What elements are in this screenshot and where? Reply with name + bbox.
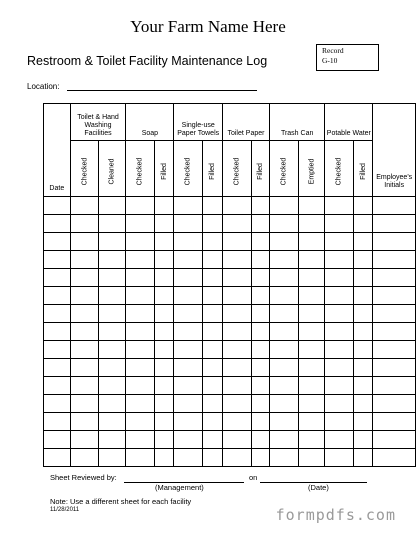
check-cell[interactable] — [353, 233, 372, 251]
initials-cell[interactable] — [373, 395, 416, 413]
check-cell[interactable] — [174, 377, 203, 395]
check-cell[interactable] — [99, 215, 126, 233]
date-cell[interactable] — [44, 449, 71, 467]
check-cell[interactable] — [70, 287, 99, 305]
check-cell[interactable] — [222, 269, 251, 287]
check-cell[interactable] — [269, 215, 298, 233]
check-cell[interactable] — [269, 233, 298, 251]
check-cell[interactable] — [203, 233, 223, 251]
subheader-cell — [353, 141, 372, 197]
record-number: G-10 — [322, 56, 338, 65]
table-row — [44, 431, 416, 449]
check-cell[interactable] — [203, 359, 223, 377]
date-cell[interactable] — [44, 215, 71, 233]
check-cell[interactable] — [325, 197, 354, 215]
initials-cell[interactable] — [373, 251, 416, 269]
initials-cell[interactable] — [373, 359, 416, 377]
check-cell[interactable] — [298, 197, 325, 215]
check-cell[interactable] — [99, 377, 126, 395]
subheader-filled: Filled — [160, 162, 168, 180]
check-cell[interactable] — [126, 287, 155, 305]
table-row — [44, 233, 416, 251]
revision-date: 11/28/2011 — [50, 507, 80, 513]
date-cell[interactable] — [44, 287, 71, 305]
check-cell[interactable] — [203, 269, 223, 287]
check-cell[interactable] — [269, 287, 298, 305]
check-cell[interactable] — [298, 395, 325, 413]
check-cell[interactable] — [325, 359, 354, 377]
check-cell[interactable] — [70, 305, 99, 323]
check-cell[interactable] — [325, 377, 354, 395]
date-cell[interactable] — [44, 197, 71, 215]
check-cell[interactable] — [126, 215, 155, 233]
check-cell[interactable] — [70, 449, 99, 467]
on-label: on — [249, 473, 258, 482]
check-cell[interactable] — [325, 251, 354, 269]
check-cell[interactable] — [251, 449, 269, 467]
check-cell[interactable] — [325, 395, 354, 413]
table-row — [44, 341, 416, 359]
check-cell[interactable] — [99, 305, 126, 323]
check-cell[interactable] — [325, 305, 354, 323]
initials-cell[interactable] — [373, 269, 416, 287]
check-cell[interactable] — [298, 431, 325, 449]
date-cell[interactable] — [44, 341, 71, 359]
subheader-checked: Checked — [233, 157, 241, 185]
check-cell[interactable] — [99, 287, 126, 305]
check-cell[interactable] — [155, 449, 174, 467]
check-cell[interactable] — [269, 269, 298, 287]
check-cell[interactable] — [70, 215, 99, 233]
check-cell[interactable] — [269, 395, 298, 413]
check-cell[interactable] — [222, 251, 251, 269]
check-cell[interactable] — [251, 233, 269, 251]
check-cell[interactable] — [126, 251, 155, 269]
check-cell[interactable] — [203, 215, 223, 233]
check-cell[interactable] — [269, 251, 298, 269]
check-cell[interactable] — [222, 413, 251, 431]
check-cell[interactable] — [269, 197, 298, 215]
subheader-checked: Checked — [184, 157, 192, 185]
check-cell[interactable] — [155, 251, 174, 269]
check-cell[interactable] — [126, 341, 155, 359]
date-cell[interactable] — [44, 395, 71, 413]
initials-cell[interactable] — [373, 323, 416, 341]
check-cell[interactable] — [269, 341, 298, 359]
check-cell[interactable] — [353, 215, 372, 233]
check-cell[interactable] — [353, 413, 372, 431]
initials-cell[interactable] — [373, 449, 416, 467]
footer-note: Note: Use a different sheet for each facility — [50, 497, 192, 506]
check-cell[interactable] — [251, 395, 269, 413]
check-cell[interactable] — [353, 305, 372, 323]
check-cell[interactable] — [269, 323, 298, 341]
check-cell[interactable] — [155, 287, 174, 305]
group-header-toilet-paper: Toilet Paper — [222, 104, 269, 141]
check-cell[interactable] — [174, 341, 203, 359]
check-cell[interactable] — [298, 251, 325, 269]
check-cell[interactable] — [155, 269, 174, 287]
initials-cell[interactable] — [373, 215, 416, 233]
check-cell[interactable] — [70, 323, 99, 341]
check-cell[interactable] — [353, 197, 372, 215]
employee-initials-header: Employee's Initials — [373, 104, 416, 197]
table-row — [44, 215, 416, 233]
check-cell[interactable] — [126, 377, 155, 395]
check-cell[interactable] — [99, 341, 126, 359]
check-cell[interactable] — [222, 431, 251, 449]
initials-cell[interactable] — [373, 287, 416, 305]
management-caption: (Management) — [155, 483, 204, 492]
record-label: Record — [322, 46, 344, 55]
check-cell[interactable] — [222, 323, 251, 341]
check-cell[interactable] — [269, 359, 298, 377]
check-cell[interactable] — [325, 413, 354, 431]
subheader-cell — [269, 141, 298, 197]
check-cell[interactable] — [298, 233, 325, 251]
check-cell[interactable] — [70, 431, 99, 449]
check-cell[interactable] — [222, 341, 251, 359]
initials-cell[interactable] — [373, 413, 416, 431]
check-cell[interactable] — [325, 287, 354, 305]
check-cell[interactable] — [251, 287, 269, 305]
location-label: Location: — [27, 82, 60, 91]
check-cell[interactable] — [70, 359, 99, 377]
check-cell[interactable] — [155, 359, 174, 377]
check-cell[interactable] — [174, 305, 203, 323]
check-cell[interactable] — [251, 197, 269, 215]
check-cell[interactable] — [353, 269, 372, 287]
subheader-emptied: Emptied — [307, 158, 315, 184]
check-cell[interactable] — [70, 341, 99, 359]
check-cell[interactable] — [70, 395, 99, 413]
check-cell[interactable] — [70, 251, 99, 269]
subheader-cell — [325, 141, 354, 197]
check-cell[interactable] — [155, 215, 174, 233]
table-row — [44, 377, 416, 395]
initials-cell[interactable] — [373, 377, 416, 395]
check-cell[interactable] — [126, 413, 155, 431]
check-cell[interactable] — [155, 197, 174, 215]
table-row — [44, 287, 416, 305]
check-cell[interactable] — [325, 269, 354, 287]
check-cell[interactable] — [222, 359, 251, 377]
date-cell[interactable] — [44, 233, 71, 251]
check-cell[interactable] — [203, 305, 223, 323]
check-cell[interactable] — [126, 395, 155, 413]
check-cell[interactable] — [155, 413, 174, 431]
date-column-header: Date — [44, 104, 71, 197]
form-title: Restroom & Toilet Facility Maintenance Log — [27, 54, 268, 68]
initials-cell[interactable] — [373, 233, 416, 251]
check-cell[interactable] — [269, 377, 298, 395]
initials-cell[interactable] — [373, 341, 416, 359]
check-cell[interactable] — [353, 431, 372, 449]
check-cell[interactable] — [126, 323, 155, 341]
check-cell[interactable] — [251, 323, 269, 341]
check-cell[interactable] — [203, 395, 223, 413]
check-cell[interactable] — [99, 251, 126, 269]
group-header-potable-water: Potable Water — [325, 104, 373, 141]
check-cell[interactable] — [325, 431, 354, 449]
subheader-checked: Checked — [136, 157, 144, 185]
check-cell[interactable] — [325, 215, 354, 233]
check-cell[interactable] — [126, 449, 155, 467]
date-caption: (Date) — [308, 483, 329, 492]
location-field[interactable] — [67, 90, 257, 91]
check-cell[interactable] — [70, 269, 99, 287]
check-cell[interactable] — [99, 197, 126, 215]
check-cell[interactable] — [325, 449, 354, 467]
check-cell[interactable] — [269, 449, 298, 467]
table-row — [44, 251, 416, 269]
check-cell[interactable] — [298, 377, 325, 395]
check-cell[interactable] — [251, 251, 269, 269]
check-cell[interactable] — [251, 413, 269, 431]
check-cell[interactable] — [298, 341, 325, 359]
check-cell[interactable] — [298, 413, 325, 431]
subheader-filled: Filled — [209, 162, 217, 180]
check-cell[interactable] — [353, 359, 372, 377]
subheader-cell — [298, 141, 325, 197]
table-row — [44, 413, 416, 431]
check-cell[interactable] — [353, 377, 372, 395]
check-cell[interactable] — [325, 341, 354, 359]
check-cell[interactable] — [126, 197, 155, 215]
date-cell[interactable] — [44, 269, 71, 287]
table-row — [44, 359, 416, 377]
check-cell[interactable] — [251, 215, 269, 233]
table-row — [44, 305, 416, 323]
check-cell[interactable] — [126, 233, 155, 251]
check-cell[interactable] — [203, 377, 223, 395]
check-cell[interactable] — [99, 449, 126, 467]
check-cell[interactable] — [99, 395, 126, 413]
check-cell[interactable] — [298, 287, 325, 305]
check-cell[interactable] — [269, 431, 298, 449]
check-cell[interactable] — [298, 359, 325, 377]
check-cell[interactable] — [353, 341, 372, 359]
check-cell[interactable] — [174, 269, 203, 287]
check-cell[interactable] — [99, 431, 126, 449]
check-cell[interactable] — [298, 215, 325, 233]
check-cell[interactable] — [174, 197, 203, 215]
check-cell[interactable] — [203, 431, 223, 449]
group-header-paper-towels: Single-use Paper Towels — [174, 104, 223, 141]
check-cell[interactable] — [353, 395, 372, 413]
subheader-cell — [222, 141, 251, 197]
check-cell[interactable] — [155, 233, 174, 251]
check-cell[interactable] — [174, 359, 203, 377]
check-cell[interactable] — [70, 197, 99, 215]
subheader-cell — [251, 141, 269, 197]
check-cell[interactable] — [222, 287, 251, 305]
check-cell[interactable] — [251, 431, 269, 449]
date-cell[interactable] — [44, 251, 71, 269]
check-cell[interactable] — [126, 305, 155, 323]
date-cell[interactable] — [44, 323, 71, 341]
check-cell[interactable] — [99, 323, 126, 341]
subheader-cell — [155, 141, 174, 197]
check-cell[interactable] — [203, 197, 223, 215]
check-cell[interactable] — [203, 449, 223, 467]
check-cell[interactable] — [126, 431, 155, 449]
table-row — [44, 197, 416, 215]
check-cell[interactable] — [251, 359, 269, 377]
check-cell[interactable] — [99, 269, 126, 287]
check-cell[interactable] — [174, 431, 203, 449]
check-cell[interactable] — [222, 395, 251, 413]
check-cell[interactable] — [203, 251, 223, 269]
check-cell[interactable] — [70, 233, 99, 251]
check-cell[interactable] — [203, 323, 223, 341]
check-cell[interactable] — [99, 413, 126, 431]
check-cell[interactable] — [222, 197, 251, 215]
check-cell[interactable] — [353, 287, 372, 305]
subheader-checked: Checked — [80, 157, 88, 185]
check-cell[interactable] — [298, 323, 325, 341]
check-cell[interactable] — [99, 359, 126, 377]
subheader-cell — [126, 141, 155, 197]
check-cell[interactable] — [269, 305, 298, 323]
maintenance-log-table — [43, 103, 416, 467]
check-cell[interactable] — [269, 413, 298, 431]
check-cell[interactable] — [222, 449, 251, 467]
table-row — [44, 449, 416, 467]
check-cell[interactable] — [353, 251, 372, 269]
check-cell[interactable] — [298, 269, 325, 287]
check-cell[interactable] — [222, 305, 251, 323]
subheader-filled: Filled — [256, 162, 264, 180]
check-cell[interactable] — [126, 269, 155, 287]
initials-cell[interactable] — [373, 431, 416, 449]
watermark: formpdfs.com — [275, 506, 396, 524]
subheader-cell — [99, 141, 126, 197]
table-row — [44, 269, 416, 287]
initials-cell[interactable] — [373, 197, 416, 215]
check-cell[interactable] — [251, 269, 269, 287]
check-cell[interactable] — [155, 377, 174, 395]
check-cell[interactable] — [203, 341, 223, 359]
check-cell[interactable] — [174, 233, 203, 251]
check-cell[interactable] — [203, 413, 223, 431]
check-cell[interactable] — [353, 449, 372, 467]
sheet-reviewed-label: Sheet Reviewed by: — [50, 473, 117, 482]
check-cell[interactable] — [70, 413, 99, 431]
group-header-toilet-hand-washing: Toilet & Hand Washing Facilities — [70, 104, 126, 141]
subheader-cell — [174, 141, 203, 197]
check-cell[interactable] — [325, 323, 354, 341]
check-cell[interactable] — [174, 287, 203, 305]
check-cell[interactable] — [222, 233, 251, 251]
subheader-checked: Checked — [335, 157, 343, 185]
check-cell[interactable] — [251, 377, 269, 395]
check-cell[interactable] — [222, 377, 251, 395]
check-cell[interactable] — [174, 449, 203, 467]
check-cell[interactable] — [203, 287, 223, 305]
check-cell[interactable] — [298, 305, 325, 323]
check-cell[interactable] — [155, 395, 174, 413]
subheader-cell — [70, 141, 99, 197]
date-cell[interactable] — [44, 431, 71, 449]
check-cell[interactable] — [251, 341, 269, 359]
record-box — [316, 44, 379, 71]
check-cell[interactable] — [174, 215, 203, 233]
check-cell[interactable] — [174, 413, 203, 431]
date-cell[interactable] — [44, 305, 71, 323]
table-row — [44, 395, 416, 413]
check-cell[interactable] — [298, 449, 325, 467]
check-cell[interactable] — [222, 215, 251, 233]
check-cell[interactable] — [353, 323, 372, 341]
group-header-trash-can: Trash Can — [269, 104, 324, 141]
check-cell[interactable] — [155, 323, 174, 341]
check-cell[interactable] — [174, 251, 203, 269]
check-cell[interactable] — [99, 233, 126, 251]
subheader-checked: Checked — [280, 157, 288, 185]
check-cell[interactable] — [155, 431, 174, 449]
check-cell[interactable] — [325, 233, 354, 251]
table-row — [44, 323, 416, 341]
check-cell[interactable] — [251, 305, 269, 323]
farm-name: Your Farm Name Here — [130, 17, 286, 36]
date-cell[interactable] — [44, 359, 71, 377]
check-cell[interactable] — [174, 323, 203, 341]
check-cell[interactable] — [155, 305, 174, 323]
subheader-cleaned: Cleaned — [108, 157, 116, 185]
date-cell[interactable] — [44, 377, 71, 395]
check-cell[interactable] — [174, 395, 203, 413]
subheader-filled: Filled — [359, 162, 367, 180]
check-cell[interactable] — [126, 359, 155, 377]
group-header-soap: Soap — [126, 104, 174, 141]
check-cell[interactable] — [155, 341, 174, 359]
date-cell[interactable] — [44, 413, 71, 431]
initials-cell[interactable] — [373, 305, 416, 323]
subheader-cell — [203, 141, 223, 197]
check-cell[interactable] — [70, 377, 99, 395]
